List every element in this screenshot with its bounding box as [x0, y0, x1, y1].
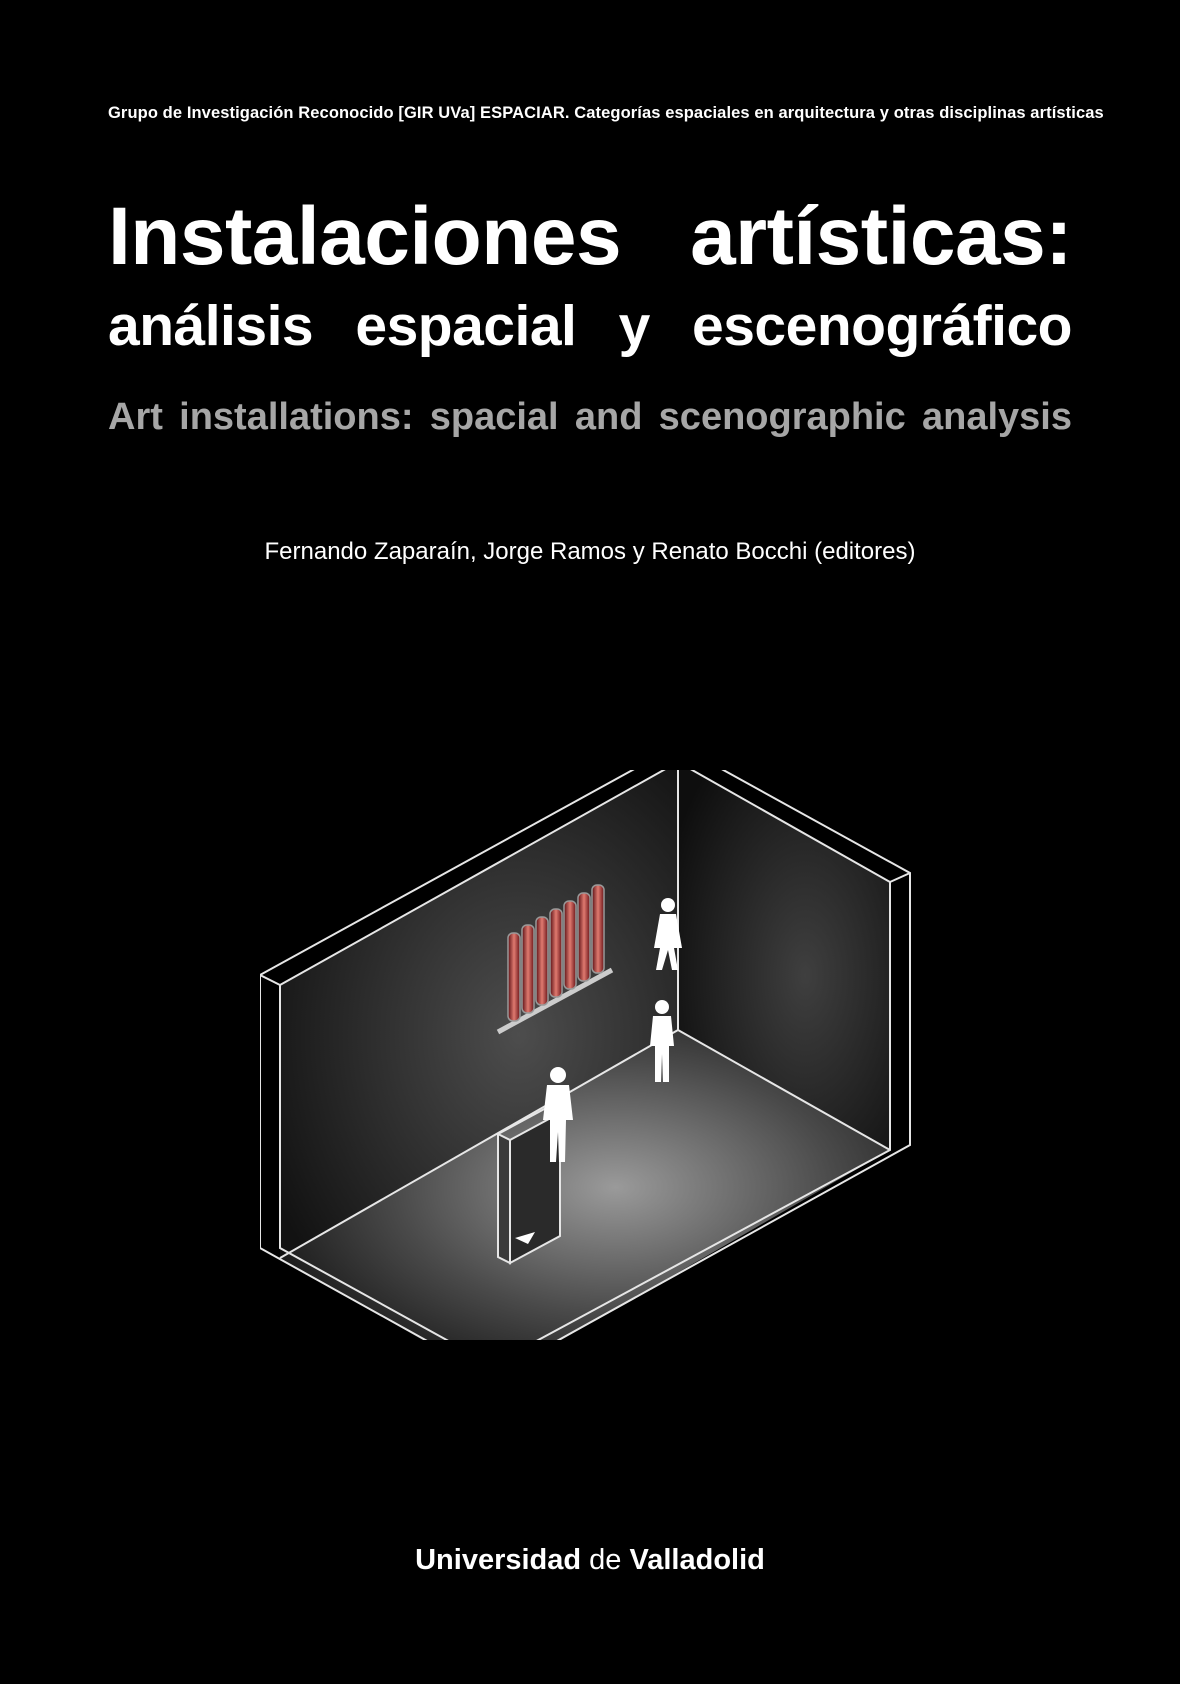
- book-title-english: Art installations: spacial and scenographic analysis: [108, 396, 1072, 438]
- publisher-part-2: de: [589, 1544, 622, 1576]
- editors-line: Fernando Zaparaín, Jorge Ramos y Renato Bocchi (editores): [264, 538, 916, 565]
- gallery-room-illustration: [260, 770, 920, 1340]
- series-line: Grupo de Investigación Reconocido [GIR UVa] ESPACIAR. Categorías espaciales en arquitectura y otras disciplinas artísticas: [108, 104, 1104, 122]
- publisher: [0, 1544, 1180, 1577]
- book-subtitle: análisis espacial y escenográfico: [108, 294, 1072, 358]
- publisher-part-3: Valladolid: [629, 1544, 765, 1576]
- publisher-part-1: Universidad: [415, 1544, 582, 1576]
- book-title: Instalaciones artísticas:: [108, 191, 1072, 282]
